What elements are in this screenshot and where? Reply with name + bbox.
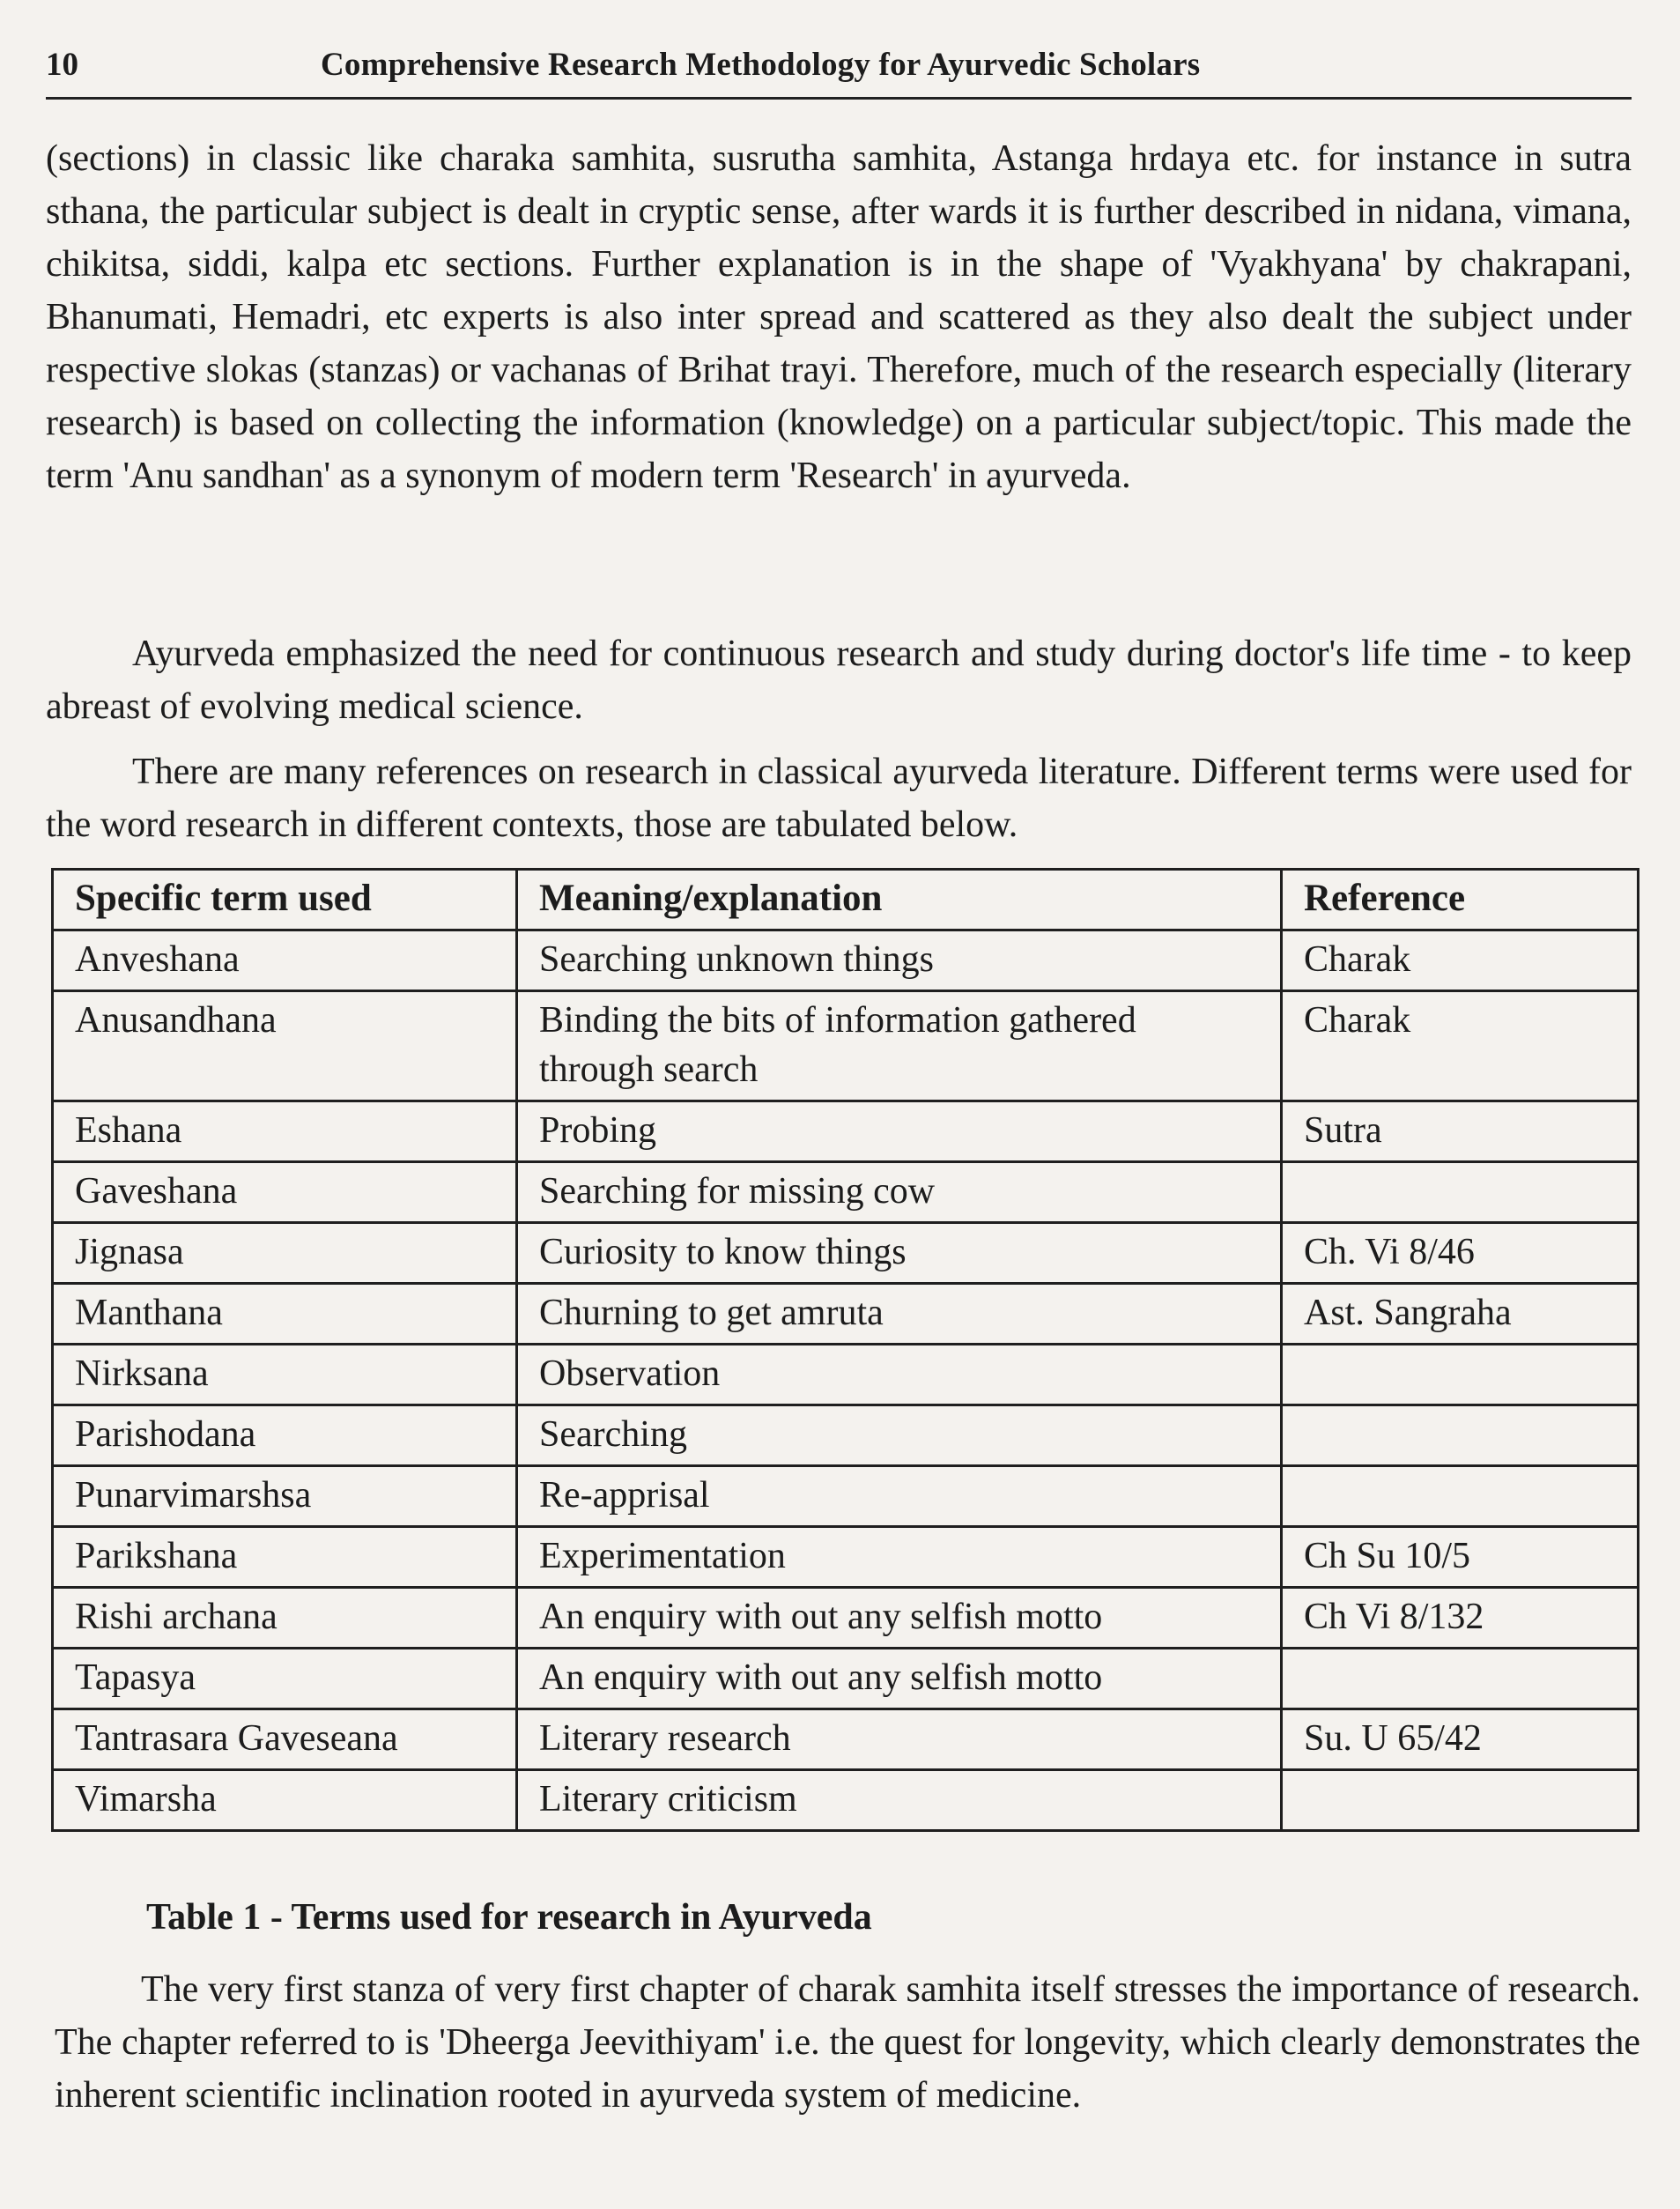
reference-cell [1282,1466,1639,1527]
research-terms-table-wrapper [51,868,1637,1832]
meaning-cell: Churning to get amruta [517,1284,1282,1345]
reference-cell: Ast. Sangraha [1282,1284,1639,1345]
table-row [53,1709,1639,1770]
term-cell: Vimarsha [53,1770,517,1831]
reference-cell [1282,1770,1639,1831]
reference-cell [1282,1345,1639,1405]
table-row [53,1466,1639,1527]
table-row [53,930,1639,991]
meaning-cell: Searching unknown things [517,930,1282,991]
table-row [53,991,1639,1101]
term-cell: Anusandhana [53,991,517,1101]
page-header [46,42,1632,100]
running-title: Comprehensive Research Methodology for Ayurvedic Scholars [321,47,1201,83]
reference-cell [1282,1405,1639,1466]
table-row [53,1284,1639,1345]
meaning-cell: Experimentation [517,1527,1282,1588]
table-row [53,1405,1639,1466]
meaning-cell: Re-apprisal [517,1466,1282,1527]
term-cell: Manthana [53,1284,517,1345]
reference-cell [1282,1162,1639,1223]
table-row [53,1649,1639,1709]
table-header-row [53,870,1639,930]
meaning-cell: Searching for missing cow [517,1162,1282,1223]
term-cell: Punarvimarshsa [53,1466,517,1527]
meaning-cell: Probing [517,1101,1282,1162]
table-row [53,1101,1639,1162]
meaning-cell: An enquiry with out any selfish motto [517,1588,1282,1649]
table-row [53,1345,1639,1405]
reference-cell: Ch Vi 8/132 [1282,1588,1639,1649]
table-row [53,1588,1639,1649]
reference-cell: Charak [1282,930,1639,991]
table-row [53,1223,1639,1284]
column-header-term: Specific term used [53,870,517,930]
term-cell: Eshana [53,1101,517,1162]
term-cell: Jignasa [53,1223,517,1284]
research-terms-table [51,868,1639,1832]
body-paragraph-1: (sections) in classic like charaka samhita, susrutha samhita, Astanga hrdaya etc. for instance in sutra sthana, the particular subject is dealt in cryptic sense, after wards it is further described in nidana, vimana, chikitsa, siddi, kalpa etc sections. Further explanation is in the shape of 'Vyakhyana' by chakrapani, Bhanumati, Hemadri, etc experts is also inter spread and scattered as they also dealt the subject under respective slokas (stanzas) or vachanas of Brihat trayi. Therefore, much of the research especially (literary research) is based on collecting the information (knowledge) on a particular subject/topic. This made the term 'Anu sandhan' as a synonym of modern term 'Research' in ayurveda. [46,138,1632,496]
table-row [53,1770,1639,1831]
column-header-reference: Reference [1282,870,1639,930]
body-paragraph-3: There are many references on research in classical ayurveda literature. Different terms were used for the word research in different contexts, those are tabulated below. [46,752,1632,845]
page-number: 10 [46,47,78,83]
table-caption: Table 1 - Terms used for research in Ayurveda [146,1897,872,1938]
closing-paragraph: The very first stanza of very first chapter of charak samhita itself stresses the importance of research. The chapter referred to is 'Dheerga Jeevithiyam' i.e. the quest for longevity, which clearly demonstrates the inherent scientific inclination rooted in ayurveda system of medicine. [55,1969,1640,2116]
meaning-cell: Literary research [517,1709,1282,1770]
meaning-cell: Binding the bits of information gathered through search [517,991,1282,1101]
reference-cell: Ch. Vi 8/46 [1282,1223,1639,1284]
meaning-cell: Literary criticism [517,1770,1282,1831]
reference-cell: Ch Su 10/5 [1282,1527,1639,1588]
meaning-cell: Curiosity to know things [517,1223,1282,1284]
header-rule [46,97,1632,100]
term-cell: Tapasya [53,1649,517,1709]
reference-cell: Su. U 65/42 [1282,1709,1639,1770]
meaning-cell: Searching [517,1405,1282,1466]
reference-cell: Charak [1282,991,1639,1101]
term-cell: Anveshana [53,930,517,991]
term-cell: Nirksana [53,1345,517,1405]
term-cell: Rishi archana [53,1588,517,1649]
body-paragraph-2: Ayurveda emphasized the need for continuous research and study during doctor's life time - to keep abreast of evolving medical science. [46,634,1632,727]
meaning-cell: Observation [517,1345,1282,1405]
table-row [53,1527,1639,1588]
term-cell: Tantrasara Gaveseana [53,1709,517,1770]
column-header-meaning: Meaning/explanation [517,870,1282,930]
meaning-cell: An enquiry with out any selfish motto [517,1649,1282,1709]
reference-cell: Sutra [1282,1101,1639,1162]
term-cell: Parikshana [53,1527,517,1588]
table-row [53,1162,1639,1223]
term-cell: Parishodana [53,1405,517,1466]
term-cell: Gaveshana [53,1162,517,1223]
reference-cell [1282,1649,1639,1709]
